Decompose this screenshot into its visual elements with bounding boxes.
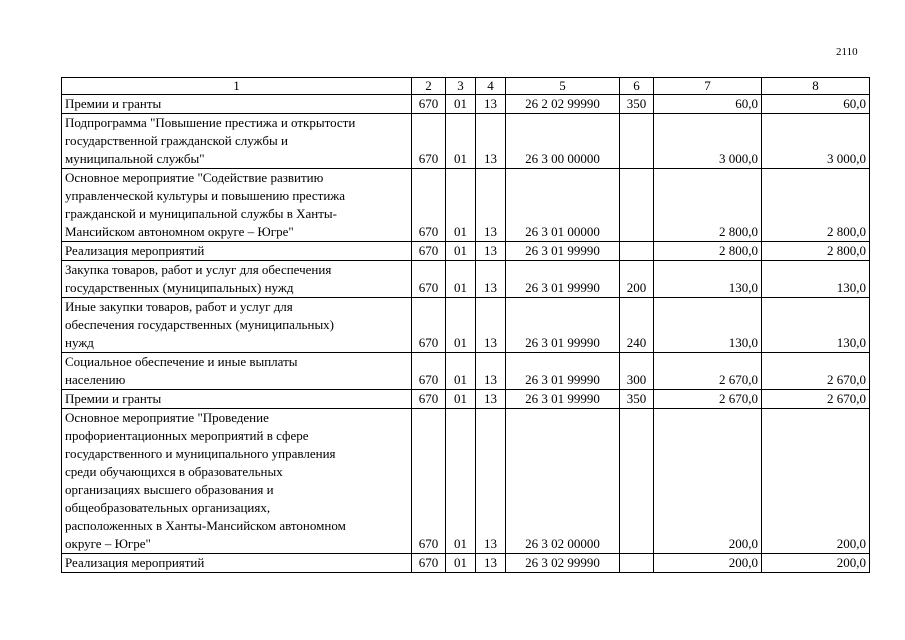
amount-col7-cell: 2 800,0 <box>654 169 762 242</box>
amount-col7-cell: 60,0 <box>654 95 762 114</box>
amount-col8-cell: 130,0 <box>762 261 870 298</box>
row-name-cell: Иные закупки товаров, работ и услуг для обеспечения государственных (муниципальных) нужд <box>62 298 412 353</box>
code-vid-raskhodov-cell: 350 <box>620 95 654 114</box>
amount-col8-cell: 2 800,0 <box>762 242 870 261</box>
code-glava-cell: 670 <box>412 554 446 573</box>
code-podrazdel-cell: 13 <box>476 353 506 390</box>
code-vid-raskhodov-cell <box>620 169 654 242</box>
code-tselevaya-statya-cell: 26 3 02 00000 <box>506 409 620 554</box>
header-cell: 1 <box>62 78 412 95</box>
row-name-cell: Реализация мероприятий <box>62 554 412 573</box>
header-cell: 5 <box>506 78 620 95</box>
header-cell: 7 <box>654 78 762 95</box>
header-cell: 6 <box>620 78 654 95</box>
amount-col8-cell: 130,0 <box>762 298 870 353</box>
table-row <box>62 95 870 114</box>
code-podrazdel-cell: 13 <box>476 390 506 409</box>
code-podrazdel-cell: 13 <box>476 242 506 261</box>
table-row <box>62 554 870 573</box>
amount-col8-cell: 2 670,0 <box>762 353 870 390</box>
table-body <box>62 95 870 573</box>
header-cell: 4 <box>476 78 506 95</box>
code-vid-raskhodov-cell <box>620 409 654 554</box>
table-row <box>62 298 870 353</box>
row-name-cell: Социальное обеспечение и иные выплаты населению <box>62 353 412 390</box>
code-tselevaya-statya-cell: 26 3 02 99990 <box>506 554 620 573</box>
amount-col8-cell: 3 000,0 <box>762 114 870 169</box>
code-razdel-cell: 01 <box>446 353 476 390</box>
code-glava-cell: 670 <box>412 353 446 390</box>
code-tselevaya-statya-cell: 26 3 01 99990 <box>506 261 620 298</box>
code-glava-cell: 670 <box>412 261 446 298</box>
row-name-cell: Премии и гранты <box>62 390 412 409</box>
table-row <box>62 390 870 409</box>
table-row <box>62 409 870 554</box>
code-tselevaya-statya-cell: 26 3 01 00000 <box>506 169 620 242</box>
code-razdel-cell: 01 <box>446 95 476 114</box>
row-name-cell: Основное мероприятие "Проведение профориентационных мероприятий в сфере государственного и муниципального управления среди обучающихся в образовательных организациях высшего образования и общеобразовательных организациях, расположенных в Ханты-Мансийском автономном округе – Югре" <box>62 409 412 554</box>
code-tselevaya-statya-cell: 26 3 01 99990 <box>506 353 620 390</box>
code-glava-cell: 670 <box>412 409 446 554</box>
code-podrazdel-cell: 13 <box>476 261 506 298</box>
amount-col7-cell: 2 670,0 <box>654 390 762 409</box>
code-tselevaya-statya-cell: 26 3 01 99990 <box>506 298 620 353</box>
code-tselevaya-statya-cell: 26 3 01 99990 <box>506 390 620 409</box>
code-podrazdel-cell: 13 <box>476 169 506 242</box>
code-razdel-cell: 01 <box>446 261 476 298</box>
code-podrazdel-cell: 13 <box>476 298 506 353</box>
amount-col8-cell: 2 670,0 <box>762 390 870 409</box>
code-podrazdel-cell: 13 <box>476 409 506 554</box>
code-tselevaya-statya-cell: 26 2 02 99990 <box>506 95 620 114</box>
code-glava-cell: 670 <box>412 169 446 242</box>
header-cell: 3 <box>446 78 476 95</box>
table-row <box>62 169 870 242</box>
code-vid-raskhodov-cell: 200 <box>620 261 654 298</box>
code-razdel-cell: 01 <box>446 298 476 353</box>
amount-col7-cell: 2 670,0 <box>654 353 762 390</box>
code-razdel-cell: 01 <box>446 409 476 554</box>
code-podrazdel-cell: 13 <box>476 95 506 114</box>
budget-table <box>61 77 870 573</box>
code-razdel-cell: 01 <box>446 169 476 242</box>
table-row <box>62 114 870 169</box>
page-number: 2110 <box>836 46 858 58</box>
table-row <box>62 261 870 298</box>
code-podrazdel-cell: 13 <box>476 114 506 169</box>
amount-col7-cell: 3 000,0 <box>654 114 762 169</box>
code-vid-raskhodov-cell <box>620 242 654 261</box>
header-cell: 2 <box>412 78 446 95</box>
amount-col8-cell: 2 800,0 <box>762 169 870 242</box>
row-name-cell: Подпрограмма "Повышение престижа и открытости государственной гражданской службы и муниципальной службы" <box>62 114 412 169</box>
row-name-cell: Закупка товаров, работ и услуг для обеспечения государственных (муниципальных) нужд <box>62 261 412 298</box>
row-name-cell: Премии и гранты <box>62 95 412 114</box>
code-vid-raskhodov-cell: 300 <box>620 353 654 390</box>
code-razdel-cell: 01 <box>446 114 476 169</box>
code-razdel-cell: 01 <box>446 390 476 409</box>
row-name-cell: Основное мероприятие "Содействие развитию управленческой культуры и повышению престижа гражданской и муниципальной службы в Ханты- Мансийском автономном округе – Югре" <box>62 169 412 242</box>
amount-col7-cell: 130,0 <box>654 298 762 353</box>
table-row <box>62 353 870 390</box>
code-razdel-cell: 01 <box>446 242 476 261</box>
table-row <box>62 242 870 261</box>
code-podrazdel-cell: 13 <box>476 554 506 573</box>
code-glava-cell: 670 <box>412 95 446 114</box>
row-name-cell: Реализация мероприятий <box>62 242 412 261</box>
header-row <box>62 78 870 95</box>
header-cell: 8 <box>762 78 870 95</box>
amount-col8-cell: 200,0 <box>762 409 870 554</box>
code-razdel-cell: 01 <box>446 554 476 573</box>
code-tselevaya-statya-cell: 26 3 01 99990 <box>506 242 620 261</box>
code-glava-cell: 670 <box>412 114 446 169</box>
code-glava-cell: 670 <box>412 390 446 409</box>
amount-col7-cell: 130,0 <box>654 261 762 298</box>
amount-col7-cell: 200,0 <box>654 554 762 573</box>
code-vid-raskhodov-cell <box>620 114 654 169</box>
code-vid-raskhodov-cell <box>620 554 654 573</box>
code-vid-raskhodov-cell: 350 <box>620 390 654 409</box>
code-glava-cell: 670 <box>412 298 446 353</box>
amount-col8-cell: 60,0 <box>762 95 870 114</box>
amount-col7-cell: 2 800,0 <box>654 242 762 261</box>
amount-col7-cell: 200,0 <box>654 409 762 554</box>
amount-col8-cell: 200,0 <box>762 554 870 573</box>
code-tselevaya-statya-cell: 26 3 00 00000 <box>506 114 620 169</box>
code-glava-cell: 670 <box>412 242 446 261</box>
code-vid-raskhodov-cell: 240 <box>620 298 654 353</box>
